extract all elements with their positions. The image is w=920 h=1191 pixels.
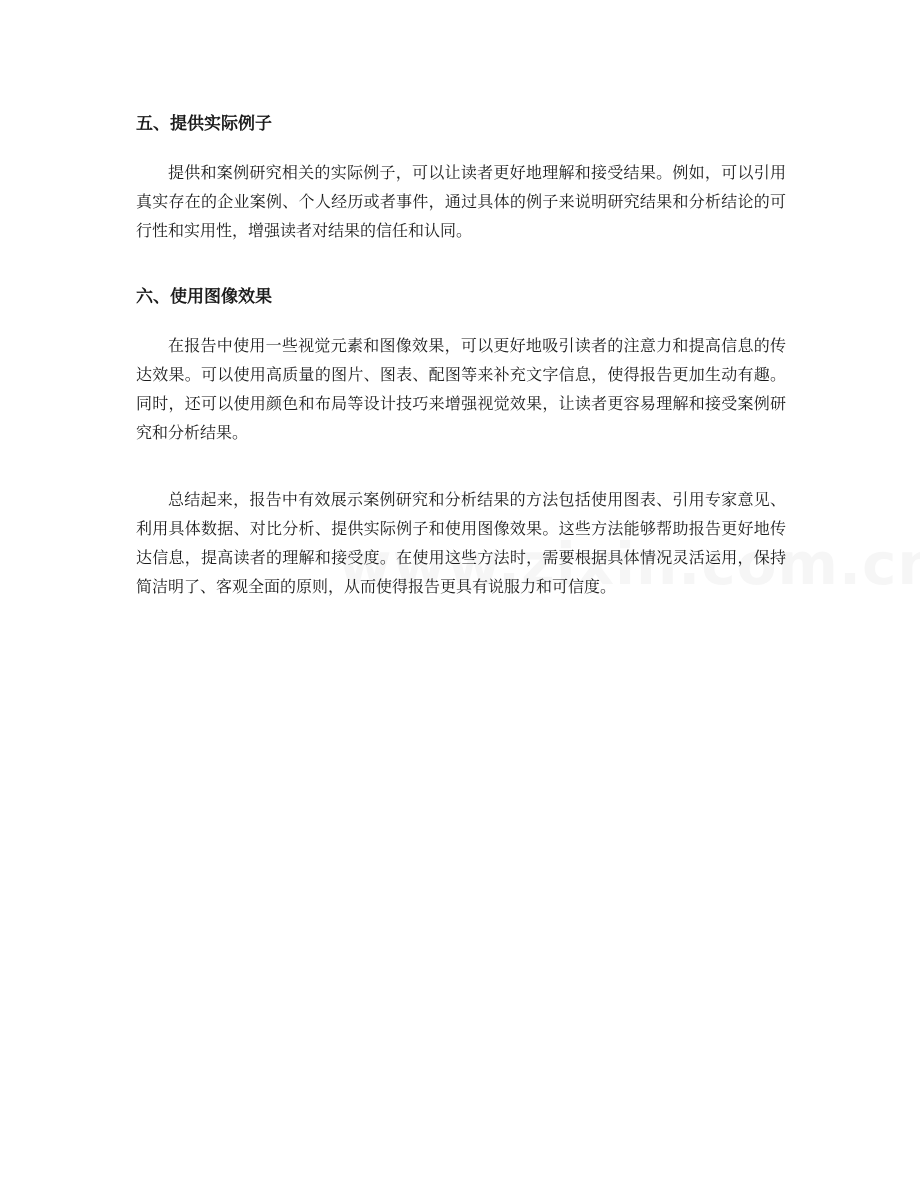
section-heading-examples: 五、提供实际例子 [136,114,272,134]
paragraph-examples: 提供和案例研究相关的实际例子，可以让读者更好地理解和接受结果。例如，可以引用真实存在的企业案例、个人经历或者事件，通过具体的例子来说明研究结果和分析结论的可行性和实用性，增强读者对结果的信任和认同。 [136,163,786,240]
paragraph-images: 在报告中使用一些视觉元素和图像效果，可以更好地吸引读者的注意力和提高信息的传达效果。可以使用高质量的图片、图表、配图等来补充文字信息，使得报告更加生动有趣。同时，还可以使用颜色和布局等设计技巧来增强视觉效果，让读者更容易理解和接受案例研究和分析结果。 [136,336,786,442]
paragraph-summary: 总结起来，报告中有效展示案例研究和分析结果的方法包括使用图表、引用专家意见、利用具体数据、对比分析、提供实际例子和使用图像效果。这些方法能够帮助报告更好地传达信息，提高读者的理解和接受度。在使用这些方法时，需要根据具体情况灵活运用，保持简洁明了、客观全面的原则，从而使得报告更具有说服力和可信度。 [136,490,786,596]
section-heading-images: 六、使用图像效果 [136,287,272,307]
